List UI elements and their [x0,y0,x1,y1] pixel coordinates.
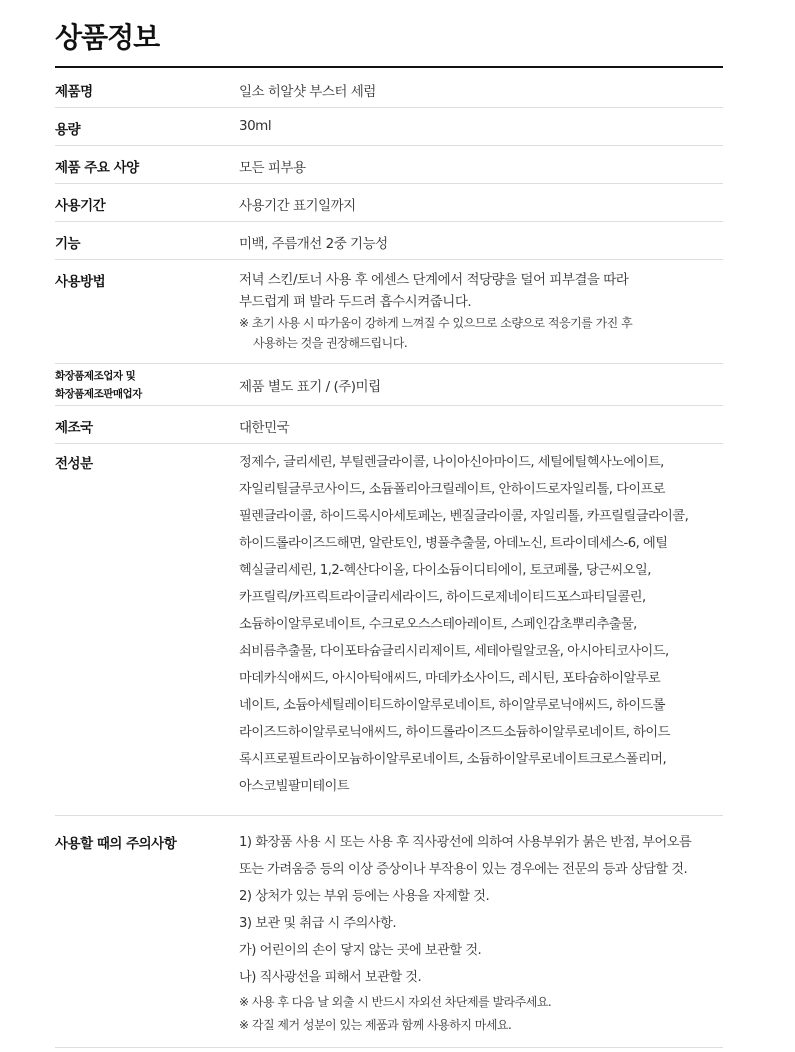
row-value [239,449,723,800]
value-line: 라이즈드하이알루로닉애씨드, 하이드롤라이즈드소듐하이알루로네이트, 하이드 [239,725,670,740]
label-line: 화장품제조업자 및 [55,370,136,382]
row-country [55,406,723,444]
row-label: 사용방법 [55,274,106,290]
row-value [239,269,723,353]
row-how-to-use [55,260,723,364]
value-line: 네이트, 소듐아세틸레이티드하이알루로네이트, 하이알루로닉애씨드, 하이드롤 [239,698,666,713]
value-line: 대한민국 [239,420,290,436]
row-label: 전성분 [55,456,93,472]
label-line: 화장품제조판매업자 [55,388,142,400]
row-label [55,367,142,403]
row-label: 사용기간 [55,198,106,214]
row-label: 용량 [55,122,81,138]
caution-note: ※ 각질 제거 성분이 있는 제품과 함께 사용하지 마세요. [239,1018,512,1032]
value-line: 마데카식애씨드, 아시아틱애씨드, 마데카소사이드, 레시틴, 포타슘하이알루로 [239,671,661,686]
row-value [239,375,723,395]
value-line: 자일리틸글루코사이드, 소듐폴리아크릴레이트, 안하이드로자일리톨, 다이프로 [239,482,666,497]
row-product-name [55,68,723,108]
row-label: 제품 주요 사양 [55,160,139,176]
row-label: 제품명 [55,84,93,100]
value-line: 가) 어린이의 손이 닿지 않는 곳에 보관할 것. [239,943,482,958]
page-title: 상품정보 [55,21,160,54]
value-line: 하이드롤라이즈드해면, 알란토인, 병풀추출물, 아데노신, 트라이데세스-6, 에틸 [239,536,668,551]
value-line: 나) 직사광선을 피해서 보관할 것. [239,970,422,985]
row-precautions [55,816,723,1048]
value-line: 3) 보관 및 취급 시 주의사항. [239,916,397,931]
row-value [239,80,723,100]
value-line: 또는 가려움증 등의 이상 증상이나 부작용이 있는 경우에는 전문의 등과 상담할 것. [239,862,688,877]
row-volume [55,108,723,146]
row-function [55,222,723,260]
row-value [239,829,723,1037]
value-line: 미백, 주름개선 2중 기능성 [239,236,388,252]
value-line: 소듐하이알루로네이트, 수크로오스스테아레이트, 스페인감초뿌리추출물, [239,617,637,632]
row-main-spec [55,146,723,184]
row-value [239,416,723,436]
row-value [239,118,723,134]
row-label: 기능 [55,236,81,252]
value-line: 카프릴릭/카프릭트라이글리세라이드, 하이드로제네이티드포스파티딜콜린, [239,590,646,605]
caution-note: 사용하는 것을 권장해드립니다. [253,336,408,350]
value-line: 록시프로필트라이모늄하이알루로네이트, 소듐하이알루로네이트크로스폴리머, [239,752,667,767]
value-line: 30ml [239,118,272,134]
value-line: 정제수, 글리세린, 부틸렌글라이콜, 나이아신아마이드, 세틸에틸헥사노에이트, [239,455,664,470]
value-line: 일소 히알샷 부스터 세럼 [239,84,376,100]
row-value [239,232,723,252]
value-line: 헥실글리세린, 1,2-헥산다이올, 다이소듐이디티에이, 토코페롤, 당근씨오일, [239,563,651,578]
row-value [239,156,723,176]
value-line: 쇠비름추출물, 다이포타슘글리시리제이트, 세테아릴알코올, 아시아티코사이드, [239,644,669,659]
row-label: 제조국 [55,420,93,436]
value-line: 사용기간 표기일까지 [239,198,356,214]
row-manufacturer [55,364,723,406]
value-line: 필렌글라이콜, 하이드록시아세토페논, 벤질글라이콜, 자일리톨, 카프릴릴글라이콜, [239,509,689,524]
value-line: 제품 별도 표기 / (주)미립 [239,379,381,395]
value-line: 저녁 스킨/토너 사용 후 에센스 단계에서 적당량을 덜어 피부결을 따라 [239,272,629,288]
value-line: 모든 피부용 [239,160,306,176]
value-line: 아스코빌팔미테이트 [239,779,350,794]
row-value [239,194,723,214]
caution-note: ※ 초기 사용 시 따가움이 강하게 느껴질 수 있으므로 소량으로 적응기를 가진 후 [239,316,633,330]
row-ingredients [55,444,723,816]
value-line: 1) 화장품 사용 시 또는 사용 후 직사광선에 의하여 사용부위가 붉은 반점, 부어오름 [239,835,692,850]
row-label: 사용할 때의 주의사항 [55,836,177,852]
caution-note: ※ 사용 후 다음 날 외출 시 반드시 자외선 차단제를 발라주세요. [239,995,552,1009]
value-line: 부드럽게 펴 발라 두드려 흡수시켜줍니다. [239,294,472,310]
row-usage-period [55,184,723,222]
value-line: 2) 상처가 있는 부위 등에는 사용을 자제할 것. [239,889,490,904]
